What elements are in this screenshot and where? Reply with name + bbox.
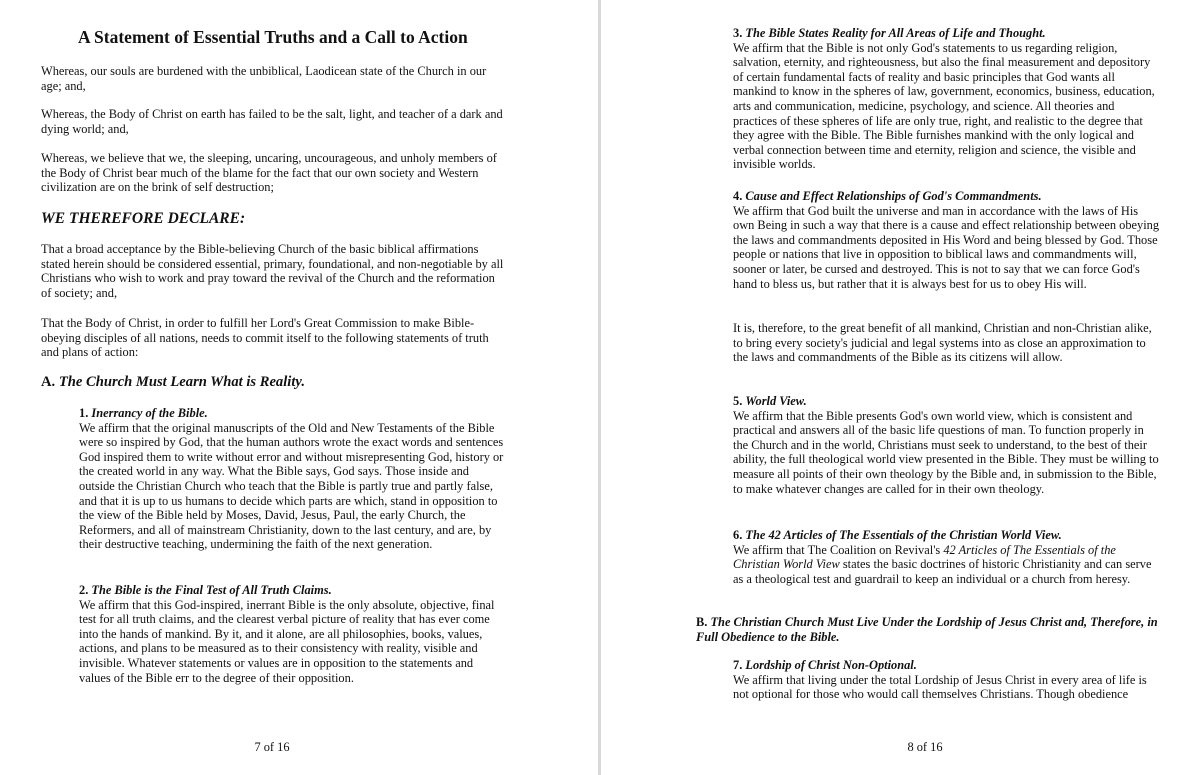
page-number: 7 of 16: [254, 740, 290, 754]
declare-paragraph-2: That the Body of Christ, in order to fulfill her Lord's Great Commission to make Bible-obeying disciples of all nations, needs to commit itself to the following statements of truth and plans of action:: [41, 316, 489, 360]
article-4-continuation: It is, therefore, to the great benefit of all mankind, Christian and non-Christian alike, to bring every society's judicial and legal systems into as close an approximation to the laws and commandments of the Bible as its citizens will allow.: [733, 321, 1152, 365]
article-6: [733, 528, 1161, 586]
article-body-text: We affirm that The Coalition on Revival's: [733, 542, 944, 557]
article-3: [733, 26, 1161, 172]
article-heading: [79, 583, 507, 598]
article-body: We affirm that God built the universe and man in accordance with the laws of His own Being in such a way that there is a cause and effect relationship between obeying the laws and commandments deposited in His Word and being blessed by God. Those people or nations that live in opposition to biblical laws and commandments will, sooner or later, be cursed and destroyed. This is not to say that we can force God's hand to bless us, but rather that it is always best for us to obey His will.: [733, 203, 1160, 291]
article-number: 3.: [733, 26, 743, 40]
page-number: 8 of 16: [907, 740, 943, 754]
article-number: 5.: [733, 394, 743, 408]
article-1: [79, 406, 507, 552]
page-7: [0, 0, 598, 775]
article-title: Lordship of Christ Non-Optional.: [745, 658, 917, 672]
section-b-heading: [696, 615, 1176, 644]
article-body: We affirm that the Bible presents God's own world view, which is consistent and practical and answers all of the basic life questions of man. To function properly in the Church and in the world, Christians must seek to understand, to the best of their ability, the full theological world view presented in the Bible. They must be willing to measure all points of their own theology by the Bible and, in submission to the Bible, to make whatever changes are called for in their own theology.: [733, 408, 1159, 496]
article-heading: [733, 394, 1161, 409]
article-body-italic-title: 42 Articles of The Essentials of the Christian World View: [733, 542, 1116, 572]
article-body: We affirm that this God-inspired, inerrant Bible is the only absolute, objective, final test for all truth claims, and the clearest verbal picture of reality that has ever come into the hands of mankind. By it, and it alone, are all philosophies, books, values, actions, and plans to be measured as to their consistency with reality, visible and invisible. Whatever statements or values are in opposition to the statements and values of the Bible err to the degree of their opposition.: [79, 597, 495, 685]
article-2: [79, 583, 507, 685]
whereas-paragraph-2: Whereas, the Body of Christ on earth has failed to be the salt, light, and teacher of a dark and dying world; and,: [41, 107, 503, 136]
article-body: We affirm that the Bible is not only God's statements to us regarding religion, salvation, eternity, and righteousness, but also the final measurement and depository of certain fundamental facts of reality and basic principles that God wants all mankind to know in the spheres of law, government, economics, business, education, arts and communication, medicine, psychology, and science. All theories and practices of these spheres of life are only true, right, and realistic to the degree that they agree with the Bible. The Bible furnishes mankind with the only logical and verbal connection between time and eternity, religion and science, the visible and invisible worlds.: [733, 40, 1155, 172]
article-body: We affirm that the original manuscripts of the Old and New Testaments of the Bible were so inspired by God, that the human authors wrote the exact words and sentences God inspired them to write without error and without misrepresenting God, history or the created world in any way. What the Bible says, God says. Those inside and outside the Christian Church who teach that the Bible is partly true and partly false, and that it is up to us humans to decide which parts are which, stand in opposition to the view of the Bible held by Moses, David, Jesus, Paul, the early Church, the Reformers, and all of mainstream Christianity, down to the last century, and are, by their destructive teaching, undermining the faith of the next generation.: [79, 420, 504, 552]
section-title: The Christian Church Must Live Under the Lordship of Jesus Christ and, Therefore, in Full Obedience to the Bible.: [696, 615, 1158, 644]
article-number: 2.: [79, 583, 89, 597]
article-body: We affirm that living under the total Lordship of Jesus Christ in every area of life is not optional for those who would call themselves Christians. Though obedience: [733, 672, 1147, 702]
article-heading: [733, 658, 1161, 673]
page-8: [601, 0, 1200, 775]
article-heading: [733, 189, 1161, 204]
document-title: A Statement of Essential Truths and a Call to Action: [78, 27, 468, 47]
article-number: 1.: [79, 406, 89, 420]
article-body: [733, 543, 1161, 587]
whereas-paragraph-1: Whereas, our souls are burdened with the unbiblical, Laodicean state of the Church in our age; and,: [41, 64, 487, 93]
article-number: 4.: [733, 189, 743, 203]
declare-paragraph-1: That a broad acceptance by the Bible-believing Church of the basic biblical affirmations stated herein should be considered essential, primary, foundational, and non-negotiable by all Christians who wish to work and pray toward the revival of the Church and the reformation of society; and,: [41, 242, 504, 300]
article-heading: [733, 528, 1161, 543]
article-heading: [733, 26, 1161, 41]
article-title: Inerrancy of the Bible.: [91, 406, 208, 420]
section-letter: B.: [696, 615, 708, 629]
section-letter: A.: [41, 374, 56, 390]
article-number: 7.: [733, 658, 743, 672]
article-title: Cause and Effect Relationships of God's Commandments.: [745, 189, 1042, 203]
section-a-heading: [41, 374, 305, 391]
article-heading: [79, 406, 507, 421]
section-title: The Church Must Learn What is Reality.: [58, 374, 305, 390]
article-title: World View.: [745, 394, 807, 408]
article-title: The 42 Articles of The Essentials of the Christian World View.: [745, 528, 1062, 542]
article-number: 6.: [733, 528, 743, 542]
article-title: The Bible States Reality for All Areas of Life and Thought.: [745, 26, 1046, 40]
declare-heading: WE THEREFORE DECLARE:: [41, 210, 246, 227]
whereas-paragraph-3: Whereas, we believe that we, the sleeping, uncaring, uncourageous, and unholy members of the Body of Christ bear much of the blame for the fact that our own society and Western civilization are on the brink of self destruction;: [41, 151, 497, 195]
article-body-text: states the basic doctrines of historic Christianity and can serve as a theological test and guardrail to keep an individual or a church from heresy.: [733, 557, 1152, 586]
article-5: [733, 394, 1161, 496]
article-title: The Bible is the Final Test of All Truth Claims.: [91, 583, 332, 597]
article-4: [733, 189, 1161, 291]
article-7: [733, 658, 1161, 702]
